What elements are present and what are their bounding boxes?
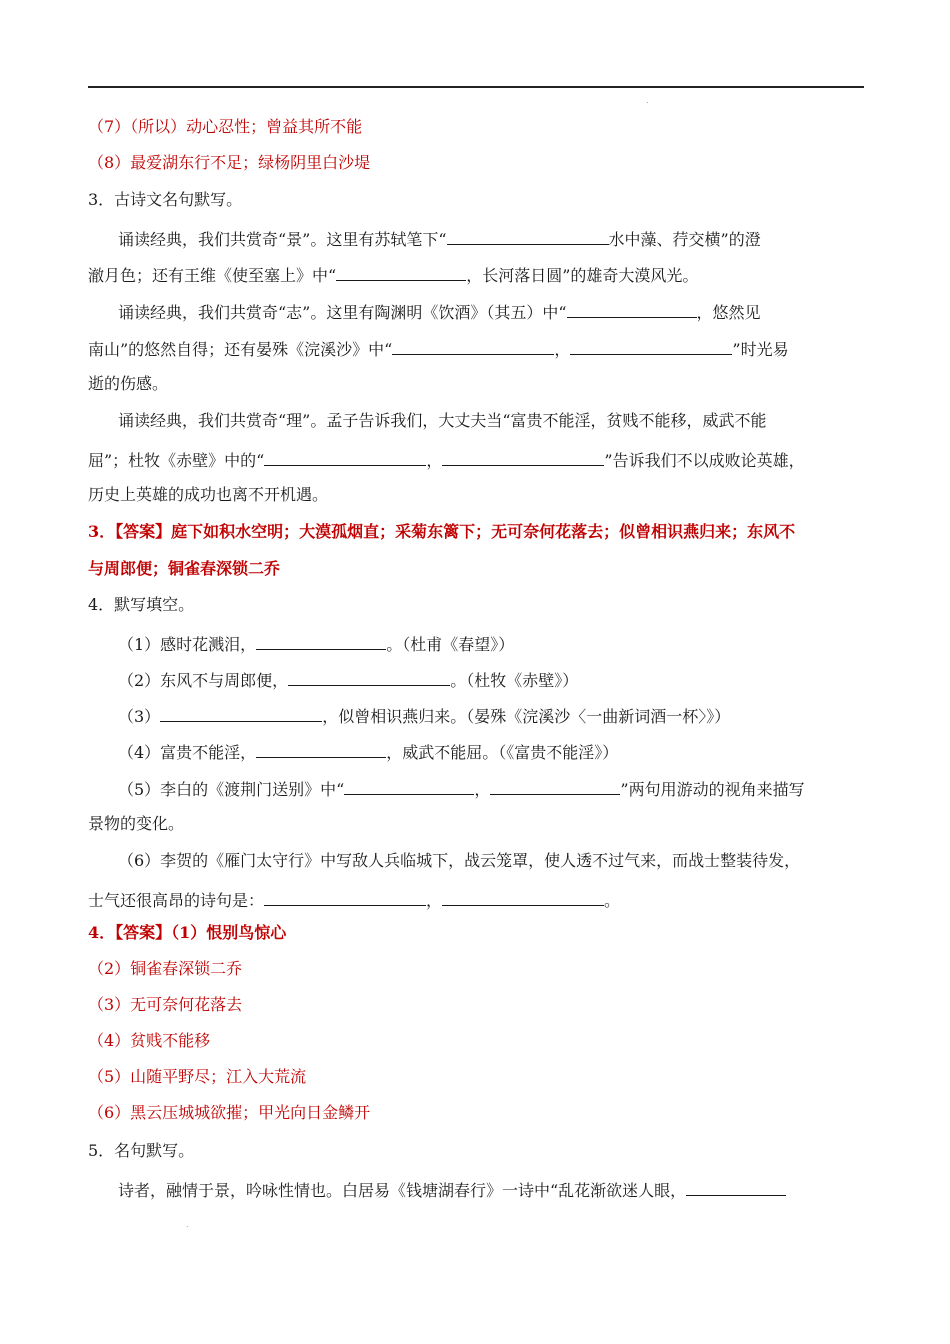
q3-p3-line2	[88, 447, 864, 472]
text: 。（杜牧《赤壁》）	[450, 671, 579, 690]
q4-item-2	[118, 667, 864, 692]
text: （2）东风不与周郎便，	[118, 671, 289, 690]
text: ”告诉我们不以成败论英雄，	[604, 451, 805, 470]
fill-blank[interactable]	[264, 447, 426, 466]
text: ，	[426, 891, 443, 910]
text: 士气还很高昂的诗句是：	[88, 891, 265, 910]
header-rule	[88, 86, 864, 88]
q5-title: 5．名句默写。	[88, 1141, 195, 1160]
text: （5）李白的《渡荆门送别》中“	[118, 780, 345, 799]
q4-item-1	[118, 631, 864, 656]
q4-item-4	[118, 739, 864, 764]
q3-p3-line3: 历史上英雄的成功也离不开机遇。	[88, 485, 329, 504]
text: （1）感时花溅泪，	[118, 635, 257, 654]
text: ，长河落日圆”的雄奇大漠风光。	[466, 266, 699, 285]
fill-blank[interactable]	[686, 1177, 786, 1196]
fill-blank[interactable]	[256, 631, 386, 650]
q3-answer-line1: 3．【答案】庭下如积水空明；大漠孤烟直；采菊东篱下；无可奈何花落去；似曾相识燕归来；东风不	[88, 522, 796, 541]
text: （3）	[118, 707, 161, 726]
q3-p1-line1	[118, 226, 864, 251]
text: ，	[554, 340, 571, 359]
fill-blank[interactable]	[256, 739, 386, 758]
answer-line-7: （7）（所以）动心忍性；曾益其所不能	[88, 117, 363, 136]
fill-blank[interactable]	[570, 336, 732, 355]
q5-p1	[118, 1177, 864, 1202]
text: 。	[604, 891, 621, 910]
text: ，似曾相识燕归来。（晏殊《浣溪沙〈一曲新词酒一杯〉》）	[322, 707, 731, 726]
text: ，威武不能屈。（《富贵不能淫》）	[386, 743, 619, 762]
q3-p1-line2	[88, 262, 864, 287]
fill-blank[interactable]	[490, 776, 620, 795]
fill-blank[interactable]	[336, 262, 466, 281]
fill-blank[interactable]	[264, 887, 426, 906]
q3-answer-line2: 与周郎便；铜雀春深锁二乔	[88, 559, 281, 578]
q4-answer-title: 4．【答案】（1）恨别鸟惊心	[88, 923, 287, 942]
text: ，	[474, 780, 491, 799]
fill-blank[interactable]	[447, 226, 609, 245]
q3-p2-line3: 逝的伤感。	[88, 374, 169, 393]
q4-answer-5: （5）山随平野尽；江入大荒流	[88, 1067, 307, 1086]
text: 诗者，融情于景，吟咏性情也。白居易《钱塘湖春行》一诗中“乱花渐欲迷人眼，	[118, 1181, 687, 1200]
text: 诵读经典，我们共赏奇“志”。这里有陶渊明《饮酒》（其五）中“	[118, 303, 567, 322]
q4-answer-6: （6）黑云压城城欲摧；甲光向日金鳞开	[88, 1103, 371, 1122]
fill-blank[interactable]	[442, 887, 604, 906]
q3-title: 3．古诗文名句默写。	[88, 190, 243, 209]
text: 屈”；杜牧《赤壁》中的“	[88, 451, 265, 470]
answer-line-8: （8）最爱湖东行不足；绿杨阴里白沙堤	[88, 153, 371, 172]
q4-item-6-line1: （6）李贺的《雁门太守行》中写敌人兵临城下，战云笼罩，使人透不过气来，而战士整装待发，	[118, 851, 801, 870]
text: ”时光易	[732, 340, 789, 359]
q3-p2-line2	[88, 336, 864, 361]
q4-item-3	[118, 703, 864, 728]
q4-answer-3: （3）无可奈何花落去	[88, 995, 243, 1014]
text: （4）富贵不能淫，	[118, 743, 257, 762]
fill-blank[interactable]	[160, 703, 322, 722]
text: ，	[426, 451, 443, 470]
text: 南山”的悠然自得；还有晏殊《浣溪沙》中“	[88, 340, 393, 359]
text: 水中藻、荇交横”的澄	[608, 230, 761, 249]
scan-dot: .	[186, 1220, 189, 1229]
text: ”两句用游动的视角来描写	[620, 780, 805, 799]
fill-blank[interactable]	[392, 336, 554, 355]
text: 诵读经典，我们共赏奇“景”。这里有苏轼笔下“	[118, 230, 447, 249]
q4-answer-2: （2）铜雀春深锁二乔	[88, 959, 243, 978]
scan-dot: .	[646, 96, 649, 105]
q4-item-6-line2	[88, 887, 864, 912]
q3-p3-line1: 诵读经典，我们共赏奇“理”。孟子告诉我们，大丈夫当“富贵不能淫，贫贱不能移，威武不能	[118, 411, 767, 430]
text: ，悠然见	[696, 303, 761, 322]
q4-answer-4: （4）贫贱不能移	[88, 1031, 211, 1050]
fill-blank[interactable]	[288, 667, 450, 686]
q4-item-5-line2: 景物的变化。	[88, 814, 185, 833]
text: 澈月色；还有王维《使至塞上》中“	[88, 266, 337, 285]
fill-blank[interactable]	[442, 447, 604, 466]
q4-item-5	[118, 776, 864, 801]
text: 。（杜甫《春望》）	[386, 635, 515, 654]
fill-blank[interactable]	[344, 776, 474, 795]
fill-blank[interactable]	[567, 299, 697, 318]
q4-title: 4．默写填空。	[88, 595, 195, 614]
q3-p2-line1	[118, 299, 864, 324]
